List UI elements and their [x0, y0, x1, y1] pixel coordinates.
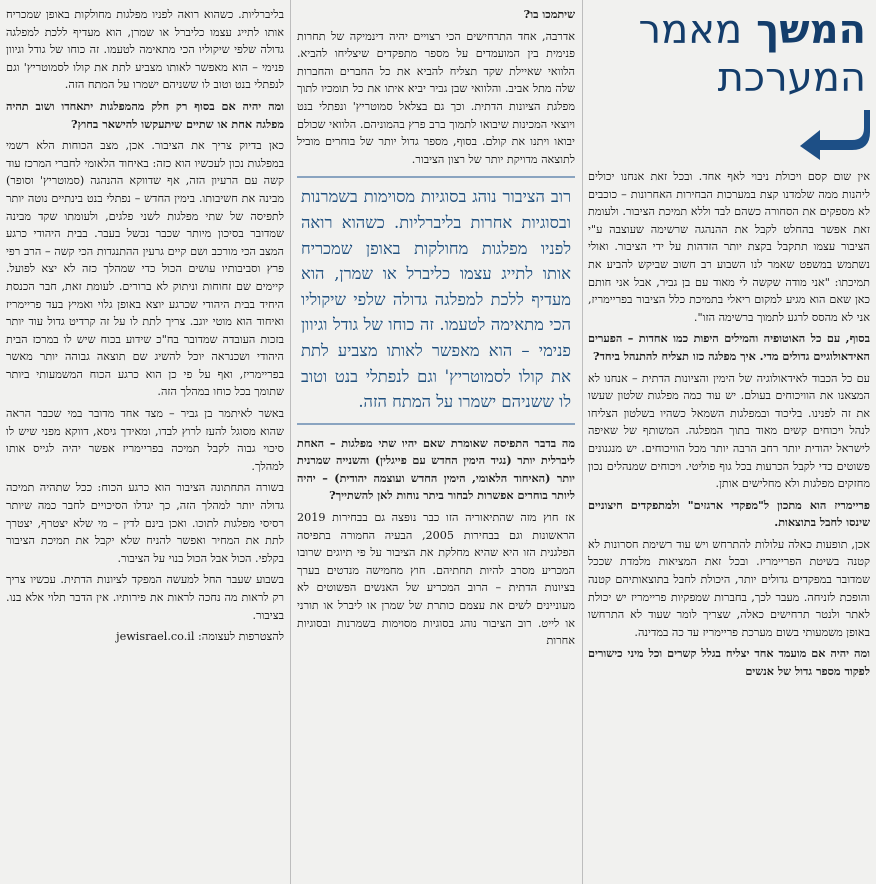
- return-arrow-icon: [794, 106, 870, 160]
- question: בסוף, עם כל האוטופיה והמילים היפות כמו אחדות – הפערים האידאולוגיים גדולים מדי. איך מפלגה כזו תצליח להתנהל ביחד?: [588, 331, 870, 363]
- paragraph: אדרבה, אחד התרחישים הכי רצויים יהיה דינמיקה של תחרות פנימית בין המועמדים על מספר מתפקדים שיצליחו להביא. הלוואי שאיילת שקד תצליח להביא את כל החברים והחברות שלה מתל אביב. והלוואי שבן גביר יביא איתו את כל תומכיו לתוך מפלגת הציונות הדתית. וכך גם בצלאל סמוטריץ' ונפתלי בנט ויוצאי המכינות שיבואו לתמוך ברב פרץ בהמוניהם. הלוואי שכולם יבואו ויתנו את קולם. בסוף, מספר גדול יותר של בוחרים מוביל לתוצאה מדויקת יותר של רצון הציבור.: [297, 29, 575, 166]
- paragraph: בשבוע שעבר החל למעשה המפקד לציונות הדתית. עכשיו צריך רק לראות מה נחכה לראות את פירותיו. אין הדבר תלוי אלא בנו. בציבור.: [6, 573, 284, 622]
- headline: [588, 6, 866, 102]
- question: ומה יהיה אם מועמד אחד יצליח בגלל קשרים וכל מיני כישורים לפקוד מספר גדול של אנשים: [588, 646, 870, 679]
- paragraph: אין שום קסם ויכולת ניבוי לאף אחד. ובכל זאת אנחנו יכולים ליהנות ממה שלמדנו קצת במערכות הבחירות האחרונות – כוכבים לא מספקים את הסחורה כשהם לבד וללא תמיכת הציבור. ולעומת זאת אפשר בהחלט לקבל את ההנהגה שרשימה שעוצבה ע"י הציבור עצמו תתקבל בקצת יותר הזדהות על ידי הציבור. ואולי נשתמש במשפט שאמר לנו השבוע רב חשוב שביקש להביע את תמיכתו: "אני מודה שקשה לי מאוד עם בן גביר, אבל אני חותם כאן שאם הוא מגיע למקום ריאלי בתמיכת כלל הציבור בפריימריז, אני לא מהסס לרגע לתמוך ברשימה הזו".: [588, 170, 870, 324]
- paragraph: בליברליות. כשהוא רואה לפניו מפלגות מחולקות באופן שמכריח אותו לתייג עצמו כליברל או שמרן, הוא מעדיף ללכת למפלגה גדולה שלפי שיקוליו הכי מתאימה לטעמו. זה כוחו של גודל וגיוון פנימי – הוא מאפשר לאותו מצביע לתת את קולו לסמוטריץ' וגם לנפתלי בנט וטוב לו ששניהם ישמרו על המתח הזה.: [6, 8, 284, 92]
- question: מה בדבר התפיסה שאומרת שאם יהיו שתי מפלגות – האחת ליברלית יותר (נגיד הימין החדש עם פייגלין) והשנייה שמרנית יותר (האיחוד הלאומי, הימין החדש ועוצמה יהודית) – יהיה ליותר בוחרים אפשרות לבחור ביתר נוחות לאן להשתייך?: [297, 435, 575, 503]
- headline-word-light: מאמר: [638, 7, 743, 53]
- paragraph: אז חוץ מזה שהתיאוריה הזו כבר נופצה גם בבחירות 2019 הראשונות וגם בבחירות 2005, הבעיה החמורה בתפיסה הפלגנית הזו היא שהיא מחלקת את הציבור על פי תיוגים שרובו המכריע מסרב להיות תחתיהם. חוץ מחמישה מנדטים בערך בציונות הדתית – הרוב המכריע של האנשים הפשוטים לא מעוניינים לשים את עצמם כותרת של שמרן או ליברל או תורני או לייט. רוב הציבור נוהג בסוגיות מסוימות בשמרנות ובסוגיות אחרות: [297, 511, 575, 648]
- column-right: [584, 0, 876, 884]
- signup-label: להצטרפות לעצומה:: [197, 630, 284, 644]
- paragraph: כאן בדיוק צריך את הציבור. אכן, מצב הכוחות הלא רשמי במפלגות נכון לעכשיו הוא כזה: באיחוד הלאומי לחברי המרכז עוד קשה עם הרעיון הזה, אף שדווקא ההנהגה (סמוטריץ' וסופר) מבינה את חשיבותו. בימין החדש – נפתלי בנט בינתיים נוטה יותר לתפיסה של שתי מפלגות לשני פלגים, ולעומתו שקד מבינה שמדובר בסיכון מיותר שכבר נכשל בעבר. בבית היהודי כרגע המצב הכי מורכב ושם קיים גרעין ההתנגדות הכי קשה – הרב רפי פרץ וסביבותיו עושים הכול כדי שמהלך כזה לא יצא לפועל. קיימים שם זחוחות וניתוק לא ברורים. לעומת זאת, חבר הכנסת היחיד בבית היהודי שכרגע יוצא באופן גלוי ואמיץ בעד פריימריז ואיחוד הוא מוטי יוגב. צריך לתת לו על זה קרדיט גדול עוד יותר בזכות העובדה שמדובר בח"כ שידוע בכוח שיש לו במרכז הבית היהודי ושכנראה יוכל להשיג שם תוצאה גבוהה יותר מאשר בפריימריז, ואף על פי כן הוא כרגע הכוח המשמעותי ביותר שתומך בכל כוחו במהלך הזה.: [6, 139, 284, 399]
- column-divider: [582, 0, 583, 884]
- question: ומה יהיה אם בסוף רק חלק מהמפלגות יתאחדו ושוב תהיה מפלגה אחת או שתיים שיתעקשו להישאר בחוץ?: [6, 98, 284, 131]
- question: שיתמכו בו?: [523, 7, 575, 21]
- question: פריימריז הוא מתכון ל"מפקדי ארגזים" ולמתפקדים חיצוניים שינסו לחבל בתוצאות.: [588, 497, 870, 530]
- column-left: [0, 0, 288, 884]
- column-middle: [293, 0, 579, 884]
- headline-line-2: המערכת: [717, 55, 866, 101]
- pull-quote: רוב הציבור נוהג בסוגיות מסוימות בשמרנות ובסוגיות אחרות בליברליות. כשהוא רואה לפניו מפלגות מחולקות באופן שמכריח אותו לתייג עצמו כליברל או שמרן, הוא מעדיף ללכת למפלגה גדולה שלפי שיקוליו הכי מתאימה לטעמו. זה כוחו של גודל וגיוון פנימי – הוא מאפשר לאותו מצביע לתת את קולו לסמוטריץ' וגם לנפתלי בנט וטוב לו ששניהם ישמרו על המתח הזה.: [297, 176, 575, 424]
- headline-line-1: [588, 6, 866, 54]
- paragraph: עם כל הכבוד לאידאולוגיה של הימין והציונות הדתית – אנחנו לא המצאנו את הוויכוחים בעולם. יש עוד כמה מפלגות שלטון שעשו את זה לפנינו. בליכוד ובמפלגות השמאל כשהיו בשלטון הצליחו לנהל ויכוחים קשים מאוד בתוך המפלגה. המשותף של שאיפה לישראל יהודית יותר רחב הרבה יותר מכל הוויכוחים. יש מנגנונים פשוטים כדי לקבל הכרעות בכל גוף פוליטי. ויכוחים שמנהלים נכון מחזקים מפלגות ולא מחלישים אותן.: [588, 371, 870, 491]
- paragraph: באשר לאיתמר בן גביר – מצד אחד מדובר במי שכבר הראה שהוא מסוגל להעז לרוץ לבדו, ומאידך גיסא, דווקא מפני שיש לו סיכוי גבוה לקבל תמיכה בפריימריז אפשר יהיה לגייס אותו למהלך.: [6, 407, 284, 473]
- headline-word-bold: המשך: [756, 7, 866, 53]
- paragraph: בשורה התחתונה הציבור הוא כרגע הכוח: ככל שתהיה תמיכה גדולה יותר למהלך הזה, כך יגדלו הסיכויים לחבר כמה שיותר רסיסי מפלגות לתוכו. ואכן בינם לדין – מי שלא יצטרף, יצטרך לתת את המחיר ואפשר להניח שלא יקבל את תמיכת הציבור בקלפי. הכול אבל הכול בנוי על הציבור.: [6, 481, 284, 565]
- paragraph: אכן, תופעות כאלה עלולות להתרחש ויש עוד רשימת חסרונות לא קטנה בשיטת הפריימריז. ובכל זאת המציאות מלמדת שככל שמדובר במפקדים גדולים יותר, היכולת לחבל בתוצאותיהם קטנה והופכת לזניחה. מעבר לכך, בחברות שמפקיות פריימריז יש יכולת לאתר ולנטר תרחישים כאלה, שצריך לומר שעוד לא התרחשו באופן משמעותי בשום מערכת פריימריז עד כה במדינה.: [588, 537, 870, 639]
- signup-link[interactable]: jewisrael.co.il: [116, 630, 195, 644]
- column-divider: [290, 0, 291, 884]
- signup-line: [6, 628, 284, 646]
